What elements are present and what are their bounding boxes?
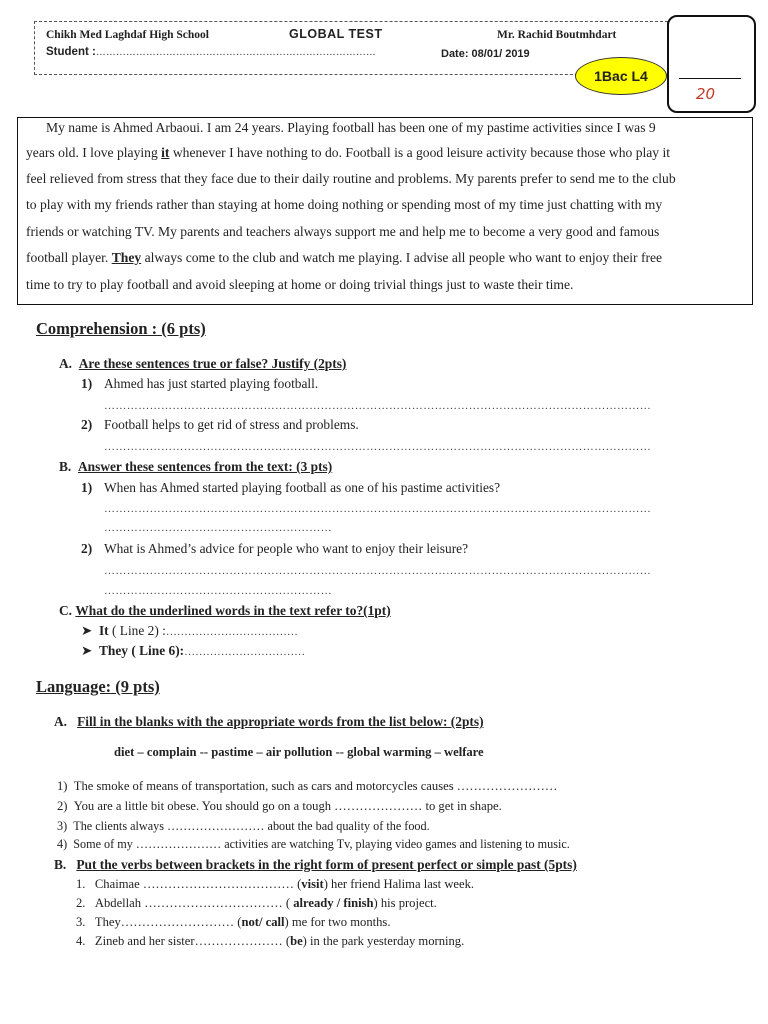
fill-item-3 xyxy=(57,819,430,834)
school-name: Chikh Med Laghdaf High School xyxy=(46,29,209,41)
student-label: Student : xyxy=(46,46,96,58)
question-a xyxy=(59,356,346,372)
statement-2: Football helps to get rid of stress and problems. xyxy=(104,417,359,432)
fill-item-2 xyxy=(57,799,502,814)
question-text: Fill in the blanks with the appropriate words from the list below: (2pts) xyxy=(77,714,484,729)
question-letter: A. xyxy=(54,714,68,729)
verb-item-4 xyxy=(76,934,464,949)
fill-item-1 xyxy=(57,779,558,794)
item-number: 4) xyxy=(57,837,68,851)
student-field[interactable] xyxy=(46,46,376,58)
item-text: ) her friend Halima last week. xyxy=(323,877,475,891)
item-text: ) me for two months. xyxy=(284,915,391,929)
answer-line[interactable]: ……………………………………………………………………………………………………………………………… xyxy=(104,400,652,412)
item-number: 1) xyxy=(57,779,68,793)
item-number: 2) xyxy=(81,541,93,556)
item-text: Abdellah …………………………… ( xyxy=(94,896,294,910)
question-letter: B. xyxy=(54,857,67,872)
item-number: 3. xyxy=(76,915,86,929)
verb: not/ call xyxy=(241,915,285,929)
item-text: You are a little bit obese. You should go on a tough ………………… to get in shape. xyxy=(73,799,502,813)
passage-text: years old. I love playing xyxy=(26,145,162,160)
question-b2: What is Ahmed’s advice for people who want to enjoy their leisure? xyxy=(104,541,469,556)
verb: be xyxy=(290,934,303,948)
question-letter: B. xyxy=(59,459,72,474)
item-number: 3) xyxy=(57,819,68,833)
passage-line-3: feel relieved from stress that they face due to their daily routine and problems. My parents prefer to send me to the club xyxy=(26,171,676,186)
question-text: Are these sentences true or false? Justify (2pts) xyxy=(78,356,347,371)
passage-line-4: to play with my friends rather than staying at home doing nothing or spending most of my time just chatting with my xyxy=(26,197,663,212)
item-text: Some of my ………………… activities are watching Tv, playing video games and listening to music. xyxy=(73,837,570,851)
item-number: 1) xyxy=(81,480,93,495)
language-title: Language: (9 pts) xyxy=(36,677,160,696)
statement-1: Ahmed has just started playing football. xyxy=(104,376,319,391)
answer-dots[interactable]: ……………………………… xyxy=(165,626,298,638)
item-number: 2) xyxy=(57,799,68,813)
class-badge xyxy=(575,57,667,95)
arrow-bullet-icon: ➤ xyxy=(81,643,93,658)
passage-line-6 xyxy=(26,250,662,266)
word-list: diet – complain -- pastime – air pollution -- global warming – welfare xyxy=(114,745,484,759)
verb-item-2 xyxy=(76,896,437,911)
passage-line-7: time to try to play football and avoid sleeping at home or doing trivial things just to waste their time. xyxy=(26,277,574,292)
answer-line[interactable]: …………………………………………………… xyxy=(104,585,332,597)
item-number: 2. xyxy=(76,896,86,910)
passage-line-2 xyxy=(26,145,670,161)
verb: already / finish xyxy=(293,896,374,910)
answer-line[interactable]: ……………………………………………………………………………………………………………………………… xyxy=(104,441,652,453)
question-text: Answer these sentences from the text: (3 pts) xyxy=(77,459,333,474)
item-text: Zineb and her sister………………… ( xyxy=(94,934,291,948)
question-c xyxy=(59,603,391,619)
item-text: ) in the park yesterday morning. xyxy=(302,934,465,948)
test-date: Date: 08/01/ 2019 xyxy=(441,48,530,60)
verb: visit xyxy=(301,877,324,891)
class-label: 1Bac L4 xyxy=(594,68,648,84)
question-b1: When has Ahmed started playing football as one of his pastime activities? xyxy=(104,480,501,495)
answer-line[interactable]: …………………………………………………… xyxy=(104,522,332,534)
arrow-bullet-icon: ➤ xyxy=(81,623,93,638)
teacher-name: Mr. Rachid Boutmhdart xyxy=(497,29,617,41)
passage-line-1: My name is Ahmed Arbaoui. I am 24 years. Playing football has been one of my pastime activities since I was 9 xyxy=(46,120,656,135)
reference-line: ( Line 2) : xyxy=(108,623,166,638)
item-text: Chaimae ……………………………… ( xyxy=(94,877,302,891)
passage-text: whenever I have nothing to do. Football is a good leisure activity because those who play it xyxy=(169,145,671,160)
question-text: What do the underlined words in the text refer to?(1pt) xyxy=(75,603,391,618)
item-number: 2) xyxy=(81,417,93,432)
item-text: They……………………… ( xyxy=(94,915,242,929)
item-number: 4. xyxy=(76,934,86,948)
fill-item-4 xyxy=(57,837,570,852)
answer-line[interactable]: ……………………………………………………………………………………………………………………………… xyxy=(104,503,652,515)
answer-line[interactable]: ……………………………………………………………………………………………………………………………… xyxy=(104,565,652,577)
underlined-word-they: They xyxy=(111,250,142,265)
comprehension-title: Comprehension : (6 pts) xyxy=(36,319,206,338)
student-dots: ………………………………………………………………………… xyxy=(95,47,376,58)
item-text: ) his project. xyxy=(373,896,437,910)
item-text: The clients always …………………… about the bad quality of the food. xyxy=(73,819,430,833)
test-title: GLOBAL TEST xyxy=(289,27,383,41)
reference-it xyxy=(81,623,298,639)
reference-line: ( Line 6): xyxy=(127,643,185,658)
answer-dots[interactable]: …………………………… xyxy=(184,646,306,658)
score-line xyxy=(679,78,741,79)
question-text: Put the verbs between brackets in the right form of present perfect or simple past (5pts) xyxy=(76,857,577,872)
question-b xyxy=(59,459,332,475)
language-question-a xyxy=(54,714,484,730)
passage-text: football player. xyxy=(26,250,112,265)
question-letter: A. xyxy=(59,356,73,371)
item-text: The smoke of means of transportation, such as cars and motorcycles causes …………………… xyxy=(73,779,558,793)
verb-item-3 xyxy=(76,915,390,930)
passage-text: always come to the club and watch me playing. I advise all people who want to enjoy their free xyxy=(141,250,663,265)
underlined-word-it: it xyxy=(161,145,170,160)
question-letter: C. xyxy=(59,603,73,618)
item-number: 1) xyxy=(81,376,93,391)
score-max: 20 xyxy=(696,85,716,103)
reference-word: They xyxy=(98,643,128,658)
verb-item-1 xyxy=(76,877,474,892)
reference-word: It xyxy=(98,623,109,638)
item-number: 1. xyxy=(76,877,86,891)
passage-line-5: friends or watching TV. My parents and teachers always support me and help me to become a very good and famous xyxy=(26,224,660,239)
reference-they xyxy=(81,643,305,659)
language-question-b xyxy=(54,857,577,873)
